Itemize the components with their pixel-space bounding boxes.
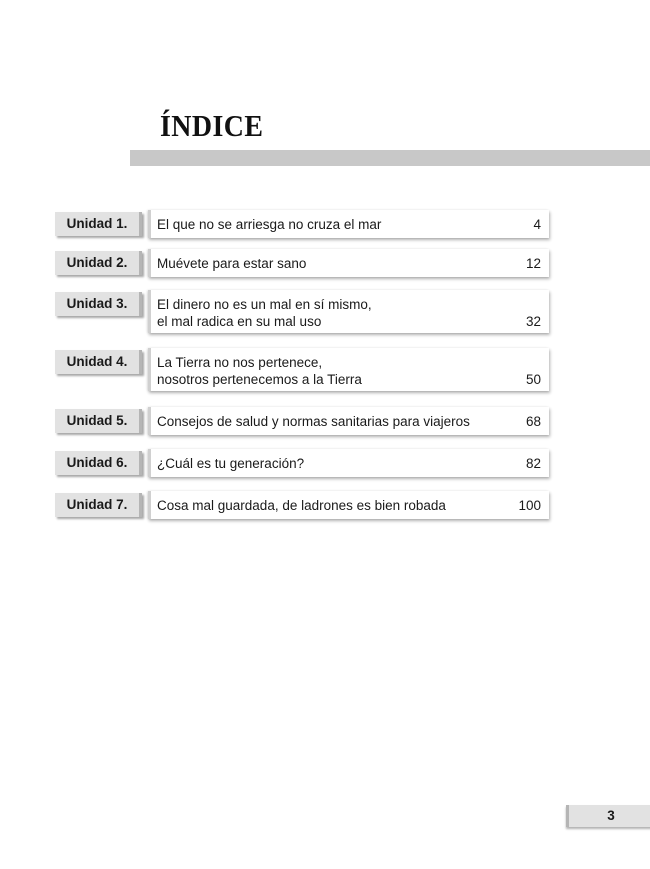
toc-entry-link[interactable] [148, 210, 549, 238]
entry-title: Muévete para estar sano [157, 256, 307, 271]
unit-label: Unidad 1. [55, 212, 142, 236]
entry-title-line-2: nosotros pertenecemos a la Tierra [157, 372, 362, 387]
entry-title: ¿Cuál es tu generación? [157, 456, 305, 471]
unit-label: Unidad 4. [55, 350, 142, 374]
toc-entry-link[interactable] [148, 491, 549, 519]
unit-label: Unidad 2. [55, 251, 142, 275]
entry-page-number: 68 [525, 414, 541, 429]
unit-label: Unidad 6. [55, 451, 142, 475]
toc-entry-link[interactable] [148, 249, 549, 277]
unit-label: Unidad 5. [55, 409, 142, 433]
entry-page-number: 12 [525, 256, 541, 271]
page-number: 3 [566, 805, 650, 827]
entry-page-number: 50 [525, 372, 541, 387]
title-bar [130, 150, 650, 166]
page-title: ÍNDICE [160, 108, 264, 143]
toc-entry-link[interactable] [148, 449, 549, 477]
unit-label: Unidad 3. [55, 292, 142, 316]
entry-page-number: 32 [525, 314, 541, 329]
toc-entry-link[interactable] [148, 407, 549, 435]
entry-title: Cosa mal guardada, de ladrones es bien robada [157, 498, 446, 513]
entry-page-number: 100 [518, 498, 541, 513]
entry-title: Consejos de salud y normas sanitarias para viajeros [157, 414, 470, 429]
unit-label: Unidad 7. [55, 493, 142, 517]
toc-entry-link[interactable] [148, 290, 549, 333]
entry-title-line-1: El dinero no es un mal en sí mismo, [157, 297, 372, 312]
entry-page-number: 82 [525, 456, 541, 471]
entry-title-line-1: La Tierra no nos pertenece, [157, 355, 323, 370]
entry-page-number: 4 [533, 217, 541, 232]
entry-title: El que no se arriesga no cruza el mar [157, 217, 382, 232]
entry-title-line-2: el mal radica en su mal uso [157, 314, 322, 329]
toc-entry-link[interactable] [148, 348, 549, 391]
